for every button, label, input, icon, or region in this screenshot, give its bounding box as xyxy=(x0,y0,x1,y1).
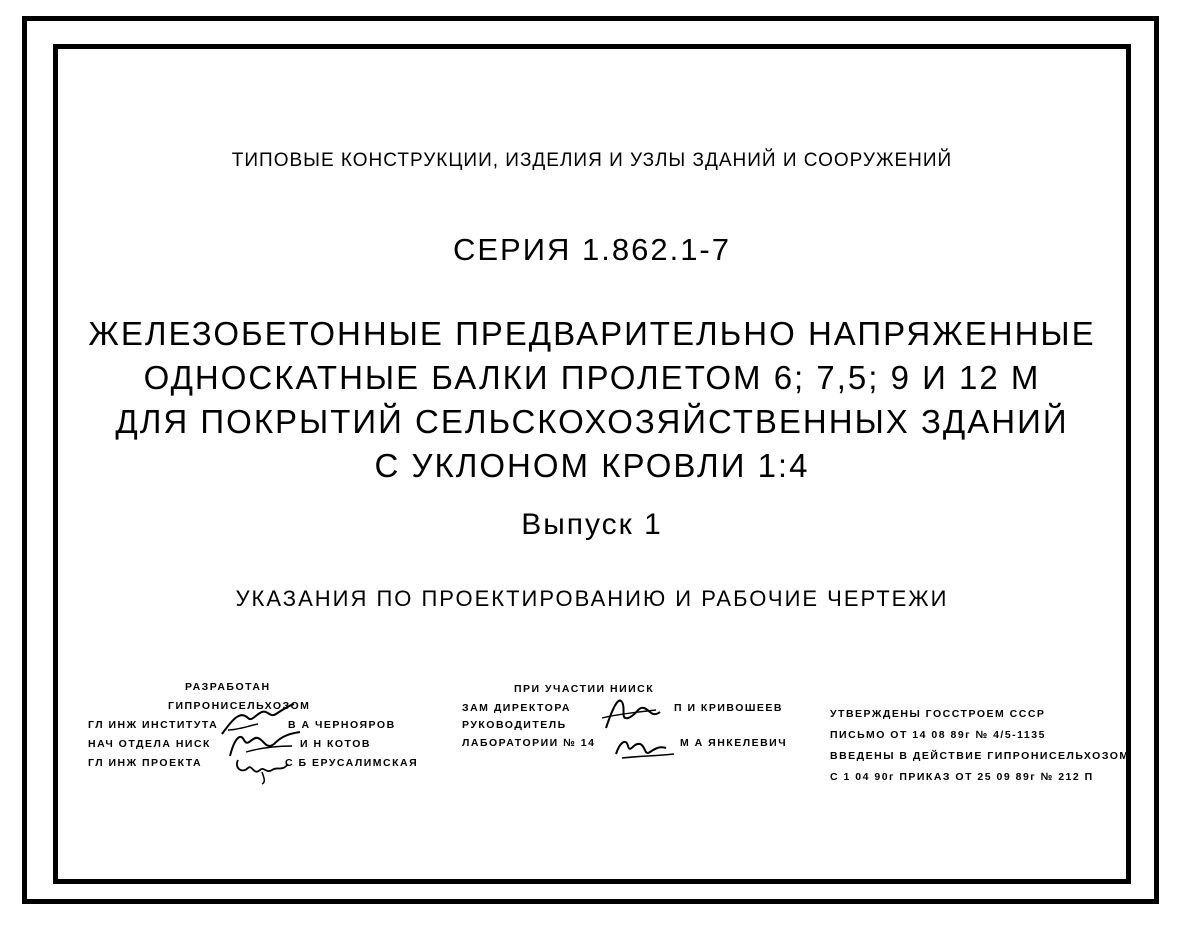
title-line: С УКЛОНОМ КРОВЛИ 1:4 xyxy=(374,447,810,484)
title-line: ОДНОСКАТНЫЕ БАЛКИ ПРОЛЕТОМ 6; 7,5; 9 И 12 М xyxy=(143,359,1041,396)
developer-heading: РАЗРАБОТАН xyxy=(185,681,271,693)
approval-line: ВВЕДЕНЫ В ДЕЙСТВИЕ ГИПРОНИСЕЛЬХОЗОМ xyxy=(830,750,1130,762)
participation-heading: ПРИ УЧАСТИИ НИИСК xyxy=(514,683,655,695)
developer-name: С Б ЕРУСАЛИМСКАЯ xyxy=(285,757,419,769)
participation-name: П И КРИВОШЕЕВ xyxy=(674,702,784,714)
document-title xyxy=(53,312,1131,488)
approval-line: ПИСЬМО ОТ 14 08 89г № 4/5-1135 xyxy=(830,729,1046,741)
developer-block xyxy=(88,678,428,773)
document-subtitle: УКАЗАНИЯ ПО ПРОЕКТИРОВАНИЮ И РАБОЧИЕ ЧЕРТЕЖИ xyxy=(235,586,949,611)
issue-number: Выпуск 1 xyxy=(521,508,663,541)
developer-position: НАЧ ОТДЕЛА НИСК xyxy=(88,738,211,750)
title-line: ЖЕЛЕЗОБЕТОННЫЕ ПРЕДВАРИТЕЛЬНО НАПРЯЖЕННЫЕ xyxy=(88,315,1096,352)
developer-position: ГЛ ИНЖ ИНСТИТУТА xyxy=(88,719,219,731)
participation-block xyxy=(462,680,792,753)
developer-position: ГЛ ИНЖ ПРОЕКТА xyxy=(88,757,203,769)
participation-name: М А ЯНКЕЛЕВИЧ xyxy=(680,737,788,749)
participation-position: ЗАМ ДИРЕКТОРА xyxy=(462,702,572,714)
participation-position: РУКОВОДИТЕЛЬ xyxy=(462,719,567,731)
participation-position: ЛАБОРАТОРИИ № 14 xyxy=(462,737,596,749)
title-line: ДЛЯ ПОКРЫТИЙ СЕЛЬСКОХОЗЯЙСТВЕННЫХ ЗДАНИЙ xyxy=(115,403,1069,440)
developer-organization: ГИПРОНИСЕЛЬХОЗОМ xyxy=(168,700,311,712)
document-header: ТИПОВЫЕ КОНСТРУКЦИИ, ИЗДЕЛИЯ И УЗЛЫ ЗДАНИЙ И СООРУЖЕНИЙ xyxy=(231,150,953,171)
approval-block xyxy=(830,704,1130,788)
approval-line: УТВЕРЖДЕНЫ ГОССТРОЕМ СССР xyxy=(830,708,1046,720)
developer-name: В А ЧЕРНОЯРОВ xyxy=(288,719,396,731)
series-number: СЕРИЯ 1.862.1-7 xyxy=(452,232,731,267)
developer-name: И Н КОТОВ xyxy=(300,738,371,750)
approval-line: С 1 04 90г ПРИКАЗ ОТ 25 09 89г № 212 П xyxy=(830,771,1094,783)
